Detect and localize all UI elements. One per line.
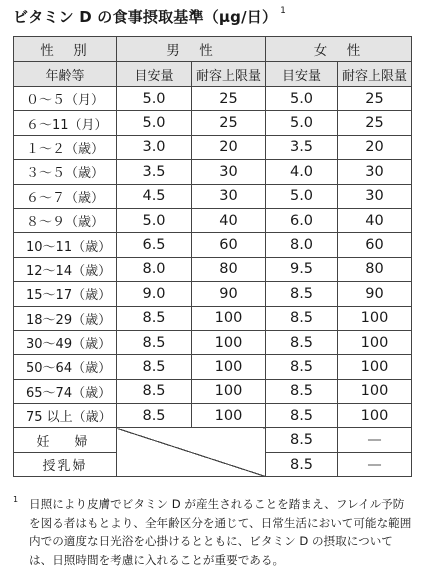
male-not-applicable-diagonal [117,428,266,477]
female-upper-limit-cell: 30 [338,184,412,208]
female-upper-limit-cell: 25 [338,111,412,135]
table-row [14,282,412,306]
male-adequate-intake-cell: 8.5 [117,330,192,354]
female-upper-limit-cell: 100 [338,306,412,330]
table-row [14,404,412,428]
male-upper-limit-cell: 100 [192,379,266,403]
female-upper-limit-cell: 20 [338,135,412,159]
female-upper-limit-cell: — [338,428,412,452]
table-row [14,379,412,403]
female-adequate-intake-cell: 8.5 [266,306,338,330]
header-female-upper-limit: 耐容上限量 [338,62,412,87]
table-row [14,87,412,111]
female-adequate-intake-cell: 4.0 [266,160,338,184]
female-adequate-intake-cell: 8.5 [266,428,338,452]
female-adequate-intake-cell: 5.0 [266,87,338,111]
footnote-text: 日照により皮膚でビタミン D が産生されることを踏まえ、フレイル予防を図る者はもとより、全年齢区分を通じて、日常生活において可能な範囲内での適度な日光浴を心掛けるとともに、ビタミン D の摂取については、日照時間を考慮に入れることが重要である。 [29,497,412,567]
footnote [13,495,413,569]
table-title-text: ビタミン D の食事摂取基準（μg/日） [13,8,278,26]
female-adequate-intake-cell: 9.5 [266,257,338,281]
table-row [14,306,412,330]
female-upper-limit-cell: 100 [338,355,412,379]
age-cell: ６～11（月） [14,111,117,135]
male-adequate-intake-cell: 8.0 [117,257,192,281]
male-adequate-intake-cell: 5.0 [117,208,192,232]
male-upper-limit-cell: 30 [192,160,266,184]
age-cell: 75 以上（歳） [14,404,117,428]
male-adequate-intake-cell: 8.5 [117,379,192,403]
female-upper-limit-cell: 80 [338,257,412,281]
male-adequate-intake-cell: 9.0 [117,282,192,306]
female-adequate-intake-cell: 3.5 [266,135,338,159]
male-upper-limit-cell: 100 [192,355,266,379]
header-row-sex [14,37,412,62]
pregnant-label-cell: 妊 婦 [14,428,117,452]
female-upper-limit-cell: 100 [338,330,412,354]
female-upper-limit-cell: 100 [338,404,412,428]
male-adequate-intake-cell: 4.5 [117,184,192,208]
female-upper-limit-cell: 60 [338,233,412,257]
header-row-metrics [14,62,412,87]
male-adequate-intake-cell: 8.5 [117,355,192,379]
male-upper-limit-cell: 30 [192,184,266,208]
age-cell: 15～17（歳） [14,282,117,306]
female-adequate-intake-cell: 8.5 [266,355,338,379]
female-upper-limit-cell: — [338,452,412,476]
male-adequate-intake-cell: 3.5 [117,160,192,184]
male-upper-limit-cell: 25 [192,111,266,135]
header-male-upper-limit: 耐容上限量 [192,62,266,87]
female-adequate-intake-cell: 6.0 [266,208,338,232]
age-cell: ８～９（歳） [14,208,117,232]
male-upper-limit-cell: 60 [192,233,266,257]
table-row-pregnant [14,428,412,452]
female-adequate-intake-cell: 8.5 [266,404,338,428]
table-row [14,330,412,354]
table-row [14,135,412,159]
female-upper-limit-cell: 100 [338,379,412,403]
header-female-adequate-intake: 目安量 [266,62,338,87]
age-cell: 50～64（歳） [14,355,117,379]
vitamin-d-intake-table [13,36,412,477]
female-adequate-intake-cell: 5.0 [266,184,338,208]
male-adequate-intake-cell: 8.5 [117,306,192,330]
female-upper-limit-cell: 40 [338,208,412,232]
table-row [14,160,412,184]
male-upper-limit-cell: 25 [192,87,266,111]
table-row [14,184,412,208]
male-upper-limit-cell: 80 [192,257,266,281]
age-cell: １～２（歳） [14,135,117,159]
header-female: 女 性 [266,37,412,62]
male-adequate-intake-cell: 8.5 [117,404,192,428]
header-male: 男 性 [117,37,266,62]
header-sex: 性 別 [14,37,117,62]
male-upper-limit-cell: 90 [192,282,266,306]
table-row [14,111,412,135]
table-row [14,355,412,379]
age-cell: 12～14（歳） [14,257,117,281]
male-adequate-intake-cell: 3.0 [117,135,192,159]
table-row [14,208,412,232]
female-adequate-intake-cell: 8.5 [266,330,338,354]
footnote-marker: 1 [13,495,19,504]
female-upper-limit-cell: 25 [338,87,412,111]
female-adequate-intake-cell: 8.0 [266,233,338,257]
male-upper-limit-cell: 100 [192,306,266,330]
male-upper-limit-cell: 20 [192,135,266,159]
age-cell: ３～５（歳） [14,160,117,184]
female-adequate-intake-cell: 8.5 [266,452,338,476]
header-age: 年齢等 [14,62,117,87]
table-row [14,233,412,257]
male-upper-limit-cell: 40 [192,208,266,232]
female-adequate-intake-cell: 8.5 [266,379,338,403]
female-adequate-intake-cell: 5.0 [266,111,338,135]
lactating-label-cell: 授乳婦 [14,452,117,476]
header-male-adequate-intake: 目安量 [117,62,192,87]
male-adequate-intake-cell: 6.5 [117,233,192,257]
table-title [13,6,286,27]
age-cell: 30～49（歳） [14,330,117,354]
title-note-marker: 1 [280,6,287,16]
age-cell: 18～29（歳） [14,306,117,330]
age-cell: ０～５（月） [14,87,117,111]
male-upper-limit-cell: 100 [192,330,266,354]
female-upper-limit-cell: 30 [338,160,412,184]
female-adequate-intake-cell: 8.5 [266,282,338,306]
female-upper-limit-cell: 90 [338,282,412,306]
age-cell: 10～11（歳） [14,233,117,257]
male-adequate-intake-cell: 5.0 [117,111,192,135]
male-adequate-intake-cell: 5.0 [117,87,192,111]
age-cell: 65～74（歳） [14,379,117,403]
table-row [14,257,412,281]
male-upper-limit-cell: 100 [192,404,266,428]
age-cell: ６～７（歳） [14,184,117,208]
